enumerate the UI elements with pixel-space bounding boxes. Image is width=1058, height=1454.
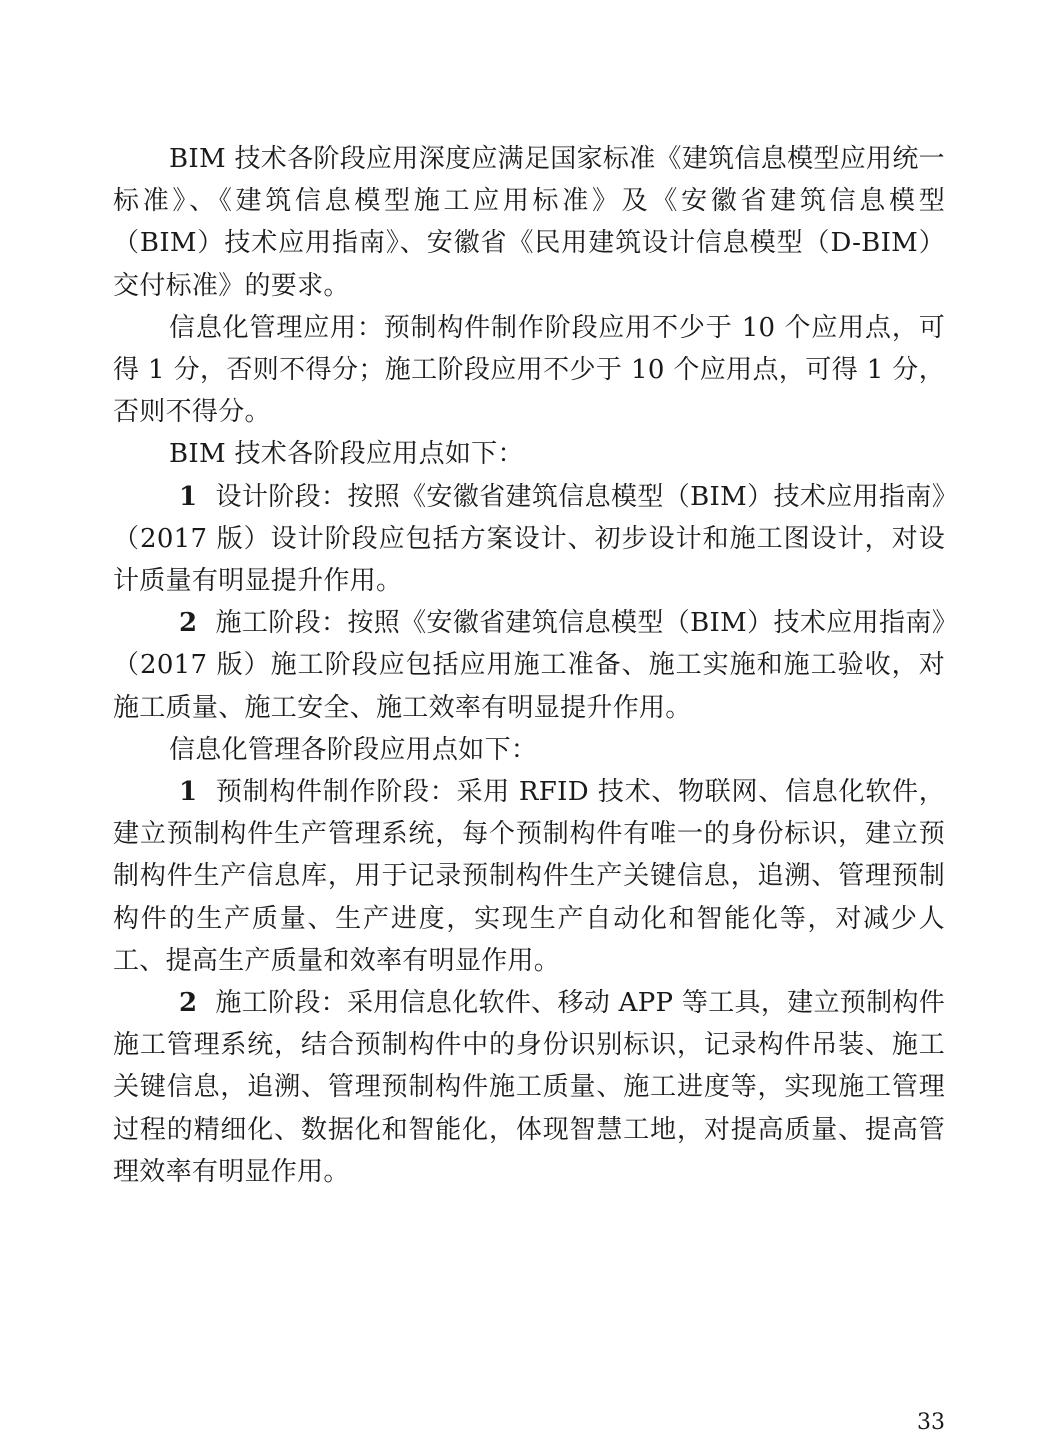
paragraph-text: 信息化管理各阶段应用点如下： [169, 734, 538, 765]
paragraph-text: BIM 技术各阶段应用点如下： [169, 439, 524, 470]
list-item-info-prefab-stage [113, 771, 945, 982]
paragraph-text: 信息化管理应用：预制构件制作阶段应用不少于 10 个应用点，可得 1 分，否则不得分；施工阶段应用不少于 10 个应用点，可得 1 分，否则不得分。 [113, 312, 945, 428]
paragraph-text: BIM 技术各阶段应用深度应满足国家标准《建筑信息模型应用统一标准》、《建筑信息模型施工应用标准》及《安徽省建筑信息模型（BIM）技术应用指南》、安徽省《民用建筑设计信息模型（D-BIM）交付标准》的要求。 [113, 144, 945, 301]
paragraph-bim-stages-heading [113, 433, 945, 475]
list-item-text: 预制构件制作阶段：采用 RFID 技术、物联网、信息化软件，建立预制构件生产管理系统，每个预制构件有唯一的身份标识，建立预制构件生产信息库，用于记录预制构件生产关键信息，追溯、管理预制构件的生产质量、生产进度，实现生产自动化和智能化等，对减少人工、提高生产质量和效率有明显作用。 [113, 777, 945, 976]
list-item-text: 施工阶段：按照《安徽省建筑信息模型（BIM）技术应用指南》（2017 版）施工阶段应包括应用施工准备、施工实施和施工验收，对施工质量、施工安全、施工效率有明显提升作用。 [113, 608, 945, 723]
list-item-bim-design-stage [113, 476, 945, 603]
list-item-number: 2 [179, 988, 198, 1019]
list-item-text: 设计阶段：按照《安徽省建筑信息模型（BIM）技术应用指南》（2017 版）设计阶段应包括方案设计、初步设计和施工图设计，对设计质量有明显提升作用。 [113, 481, 945, 597]
list-item-bim-construction-stage [113, 602, 945, 729]
list-item-info-construction-stage [113, 982, 945, 1193]
list-item-text: 施工阶段：采用信息化软件、移动 APP 等工具，建立预制构件施工管理系统，结合预制构件中的身份识别标识，记录构件吊装、施工关键信息，追溯、管理预制构件施工质量、施工进度等，实现施工管理过程的精细化、数据化和智能化，体现智慧工地，对提高质量、提高管理效率有明显作用。 [113, 988, 945, 1187]
page-number: 33 [917, 1410, 945, 1435]
list-item-number: 1 [179, 481, 198, 512]
paragraph-info-stages-heading [113, 729, 945, 771]
paragraph-bim-depth-requirement [113, 138, 945, 307]
document-body [113, 138, 945, 1193]
list-item-number: 2 [179, 608, 198, 639]
list-item-number: 1 [179, 777, 198, 808]
paragraph-info-management-scoring [113, 307, 945, 434]
